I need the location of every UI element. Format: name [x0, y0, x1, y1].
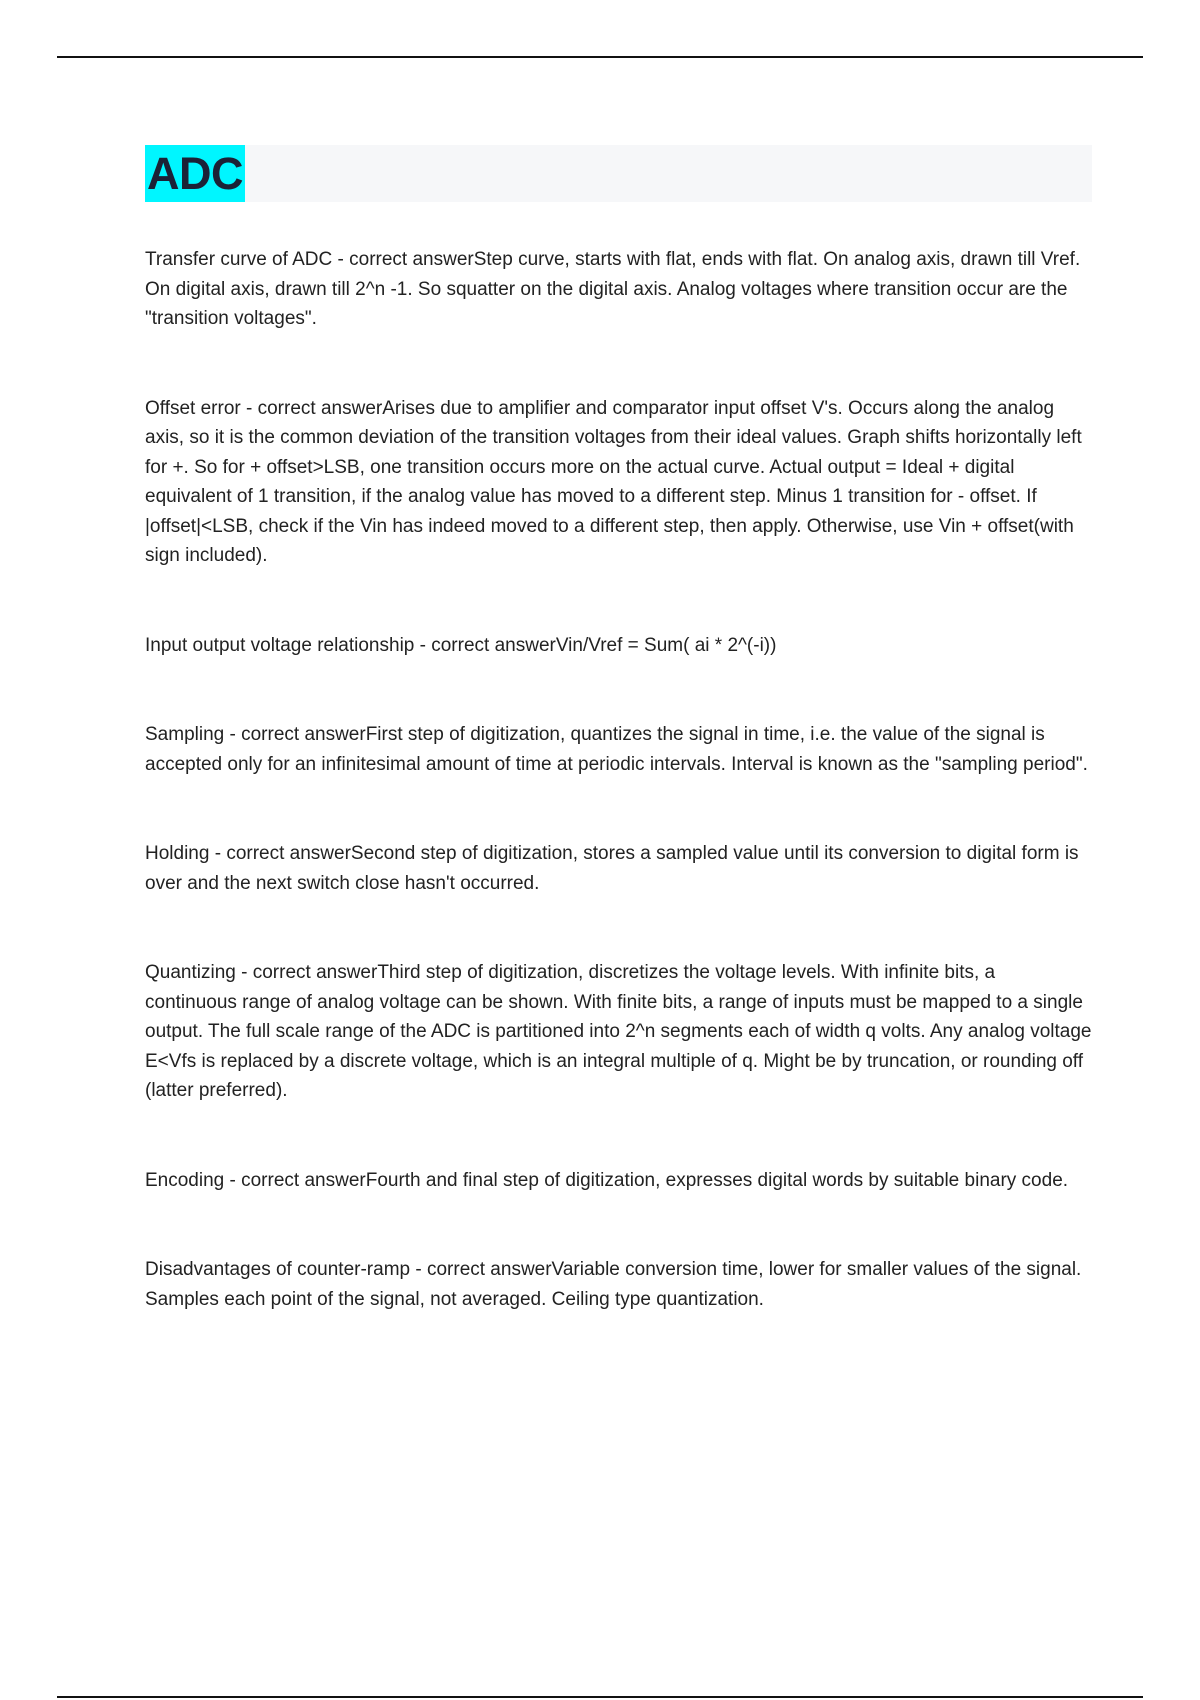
entry-counter-ramp-disadvantages: Disadvantages of counter-ramp - correct answerVariable conversion time, lower for smaller values of the signal. Samples each point of the signal, not averaged. Ceiling type quantization. [145, 1259, 1082, 1310]
entry-holding: Holding - correct answerSecond step of digitization, stores a sampled value until its conversion to digital form is over and the next switch close hasn't occurred. [145, 843, 1079, 894]
entries-list [145, 245, 1092, 1314]
bottom-rule [57, 1696, 1143, 1698]
entry-io-voltage-relationship: Input output voltage relationship - correct answerVin/Vref = Sum( ai * 2^(-i)) [145, 634, 777, 656]
entry-offset-error: Offset error - correct answerArises due to amplifier and comparator input offset V's. Occurs along the analog axis, so it is the common deviation of the transition voltages from their ideal values. Graph shifts horizontally left for +. So for + offset>LSB, one transition occurs more on the actual curve. Actual output = Ideal + digital equivalent of 1 transition, if the analog value has moved to a different step. Minus 1 transition for - offset. If |offset|<LSB, check if the Vin has indeed moved to a different step, then apply. Otherwise, use Vin + offset(with sign included). [145, 397, 1082, 566]
page-title: ADC [145, 145, 245, 202]
entry-sampling: Sampling - correct answerFirst step of digitization, quantizes the signal in time, i.e. the value of the signal is accepted only for an infinitesimal amount of time at periodic intervals. Interval is known as the "sampling period". [145, 724, 1088, 775]
entry-encoding: Encoding - correct answerFourth and final step of digitization, expresses digital words by suitable binary code. [145, 1169, 1069, 1191]
entry-quantizing: Quantizing - correct answerThird step of digitization, discretizes the voltage levels. With infinite bits, a continuous range of analog voltage can be shown. With finite bits, a range of inputs must be mapped to a single output. The full scale range of the ADC is partitioned into 2^n segments each of width q volts. Any analog voltage E<Vfs is replaced by a discrete voltage, which is an integral multiple of q. Might be by truncation, or rounding off (latter preferred). [145, 962, 1092, 1101]
top-rule [57, 56, 1143, 58]
entry-transfer-curve: Transfer curve of ADC - correct answerStep curve, starts with flat, ends with flat. On analog axis, drawn till Vref. On digital axis, drawn till 2^n -1. So squatter on the digital axis. Analog voltages where transition occur are the "transition voltages". [145, 249, 1081, 329]
title-bar [145, 145, 1092, 202]
